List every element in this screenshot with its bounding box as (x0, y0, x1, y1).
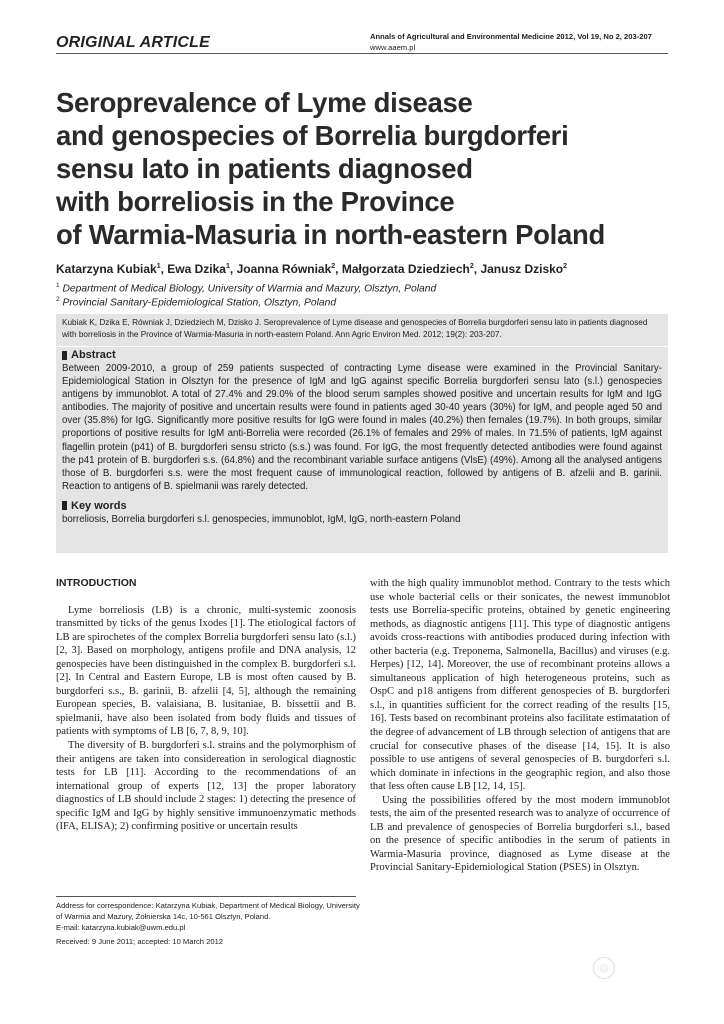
affiliation-text: Department of Medical Biology, University of Warmia and Mazury, Olsztyn, Poland (62, 283, 437, 295)
right-column (370, 577, 670, 875)
journal-citation: Annals of Agricultural and Environmental Medicine 2012, Vol 19, No 2, 203-207 (370, 32, 652, 41)
abstract-box (56, 347, 668, 553)
keywords-text: borreliosis, Borrelia burgdorferi s.l. genospecies, immunoblot, IgM, IgG, north-eastern Poland (62, 513, 461, 525)
title-line: of Warmia-Masuria in north-eastern Poland (56, 219, 605, 250)
title-line: Seroprevalence of Lyme disease (56, 87, 473, 118)
abstract-heading-text: Abstract (71, 349, 116, 361)
affiliation-number: 2 (56, 296, 60, 303)
body-paragraph: Using the possibilities offered by the most modern immunoblot tests, the aim of the presented research was to analyze of occurrence of LB and prevalence of genospecies of Borrelia burgdorferi s.l., based on the presence of specific antibodies in the serum of patients in Warmia-Masuria province, diagnosed as Lyme disease at the Provincial Sanitary-Epidemiological Station (PSES) in Olsztyn. (370, 794, 670, 874)
keywords-heading-text: Key words (71, 499, 127, 512)
author-affiliation-mark: 2 (331, 263, 336, 270)
affiliation-text: Provincial Sanitary-Epidemiological Station, Olsztyn, Poland (62, 297, 337, 309)
title-line: with borreliosis in the Province (56, 186, 455, 217)
footnote-divider (56, 896, 356, 897)
title-line: sensu lato in patients diagnosed (56, 153, 473, 184)
abstract-text: Between 2009-2010, a group of 259 patients suspected of contracting Lyme disease were examined in the Provincial Sanitary-Epidemiological Station in Olsztyn for the presence of IgM and IgG against specific Borrelia burgdorferi sensu lato (s.l.) genospecies antigens by immunoblot. A total of 27.4% and 29.0% of the blood serum samples showed positive and uncertain results for IgM and IgG antibodies. The majority of positive and uncertain results were found in patients aged 30-40 years (30%) for IgM, and people aged 50 and over (35.8%) for IgG. Significantly more positive results for IgG were found in males (40.2%) then females (19.7%). In both groups, similar proportions of positive results for IgM anti-Borrelia were recorded (26.1% of females and 29% of males. In 71.5% of patients, IgM against flagellin protein (p41) of B. burgdorferi sensu stricto (s.s.) was found. For IgG, the most frequently detected antibodies were found against the p41 protein of B. burgdorferi s.s. (64.8%) and the recombinant variable surface antigens (VlsE) (49%). Among all the analysed antigens those of B. burgdorferi s.s. were the most frequent cause of immunological reaction, followed by antigens of B. afzelii and B. garinii. Reaction to antigens of B. spielmanii was rarely detected. (62, 363, 662, 492)
title-line: and genospecies of Borrelia burgdorferi (56, 120, 569, 151)
affiliation-number: 1 (56, 282, 60, 289)
author-name: Ewa Dzika (167, 262, 226, 276)
author-affiliation-mark: 2 (469, 263, 474, 270)
affiliation (56, 296, 336, 308)
left-column (56, 577, 356, 834)
author-affiliation-mark: 2 (563, 263, 568, 270)
abstract-heading (62, 349, 662, 361)
header-divider (56, 53, 668, 54)
watermark-icon: ◎ (593, 957, 615, 979)
affiliation (56, 282, 436, 294)
introduction-heading: INTRODUCTION (56, 577, 137, 589)
article-title (56, 86, 676, 251)
received-dates: Received: 9 June 2011; accepted: 10 March 2012 (56, 937, 224, 946)
correspondence-email[interactable]: E-mail: katarzyna.kubiak@uwm.edu.pl (56, 923, 186, 932)
body-paragraph: The diversity of B. burgdorferi s.l. strains and the polymorphism of their antigens are taken into considereation in serological diagnostic tests for LB [11]. According to the recommendations of an international group of experts [12, 13] the proper laboratory diagnostics of LB should include 2 stages: 1) detecting the presence of specific IgM and IgG by highly sensitive immunoenzymatic methods (IFA, ELISA); 2) confirming positive or uncertain results (56, 740, 356, 833)
author-name: Joanna Równiak (236, 262, 332, 276)
article-type-label: ORIGINAL ARTICLE (56, 34, 211, 51)
body-paragraph: with the high quality immunoblot method. Contrary to the tests which use whole bacterial cells or their sonicates, the newest immunoblot tests use Borrelia-specific proteins, obtained by genetic engineering methods, as diagnostic antigens [11]. This type of diagnostic antigens avoids cross-reactions with antibodies produced during infection with other bacteria (e.g. Treponema, Salmonella, Bacillus) and viruses (e.g. Herpes) [12, 14]. Moreover, the use of recombinant proteins allows a simultaneous application of high heterogeneous proteins, such as OspC and p18 antigens from different genospecies of B. burgdorferi s.l., in quantities sufficient for the correct reading of the results [15, 16]. Tests based on recombinant proteins also facilitate estimatation of the degree of advancement of LB through selection of antigens that are crucial for consecutive phases of the disease [14, 15]. It is also possible to use antigens of several genospecies of B. burgdorferi s.l. which dominate in infections in the geographic region, and also those that less often cause LB [12, 14, 15]. (370, 578, 670, 793)
section-marker (62, 351, 67, 360)
section-marker (62, 501, 67, 510)
author-list: Katarzyna Kubiak$^1$, Ewa Dzika$^1$, Joanna Równiak$^2$, Małgorzata Dziedziech$^2$, Janusz Dzisko$^2$ (56, 262, 568, 276)
body-paragraph: Lyme borreliosis (LB) is a chronic, multi-systemic zoonosis transmitted by ticks of the genus Ixodes [1]. The etiological factors of LB are spirochetes of the complex Borrelia burgdorferi sensu lato (s.l.) [2, 3]. Based on morphology, antigens profile and DNA analysis, 12 genospecies have been distinguished in the complex B. burgdorferi s.l. [2]. In Central and Eastern Europe, LB is most often caused by B. burgdorferi s.s., B. garinii, B. afzelii [4, 5], although the remaining European species, B. valaisiana, B. lusitaniae, B. bissettii and B. spielmanii, have also been isolated from body fluids and tissues of patients with symptoms of LB [6, 7, 8, 9, 10]. (56, 604, 356, 738)
keywords-heading (62, 500, 662, 512)
journal-info (370, 31, 652, 53)
author-name: Małgorzata Dziedziech (341, 262, 470, 276)
author-name: Janusz Dzisko (480, 262, 564, 276)
correspondence-address: Address for correspondence: Katarzyna Kubiak, Department of Medical Biology, University of Warmia and Mazury, Żołnierska 14c, 10-561 Olsztyn, Poland. (56, 901, 360, 921)
journal-url[interactable]: www.aaem.pl (370, 43, 416, 52)
footnote (56, 900, 361, 947)
author-affiliation-mark: 1 (156, 263, 161, 270)
author-name: Katarzyna Kubiak (56, 262, 157, 276)
citation-box: Kubiak K, Dzika E, Równiak J, Dziedziech M, Dzisko J. Seroprevalence of Lyme disease and genospecies of Borrelia burgdorferi sensu lato in patients diagnosed with borreliosis in the Province of Warmia-Masuria in north-eastern Poland. Ann Agric Environ Med. 2012; 19(2): 203-207. (56, 314, 668, 346)
author-affiliation-mark: 1 (225, 263, 230, 270)
